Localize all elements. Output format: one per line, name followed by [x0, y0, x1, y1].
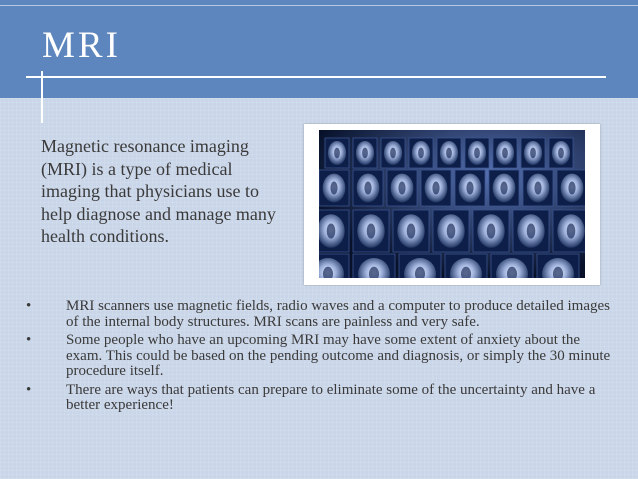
bullet-marker: •	[26, 381, 32, 398]
mri-image-frame	[304, 124, 600, 285]
brain-ventricle	[466, 182, 473, 195]
bullet-list	[26, 299, 620, 417]
mri-scans-illustration	[319, 130, 585, 278]
brain-ventricle	[530, 148, 536, 159]
brain-ventricle	[534, 182, 541, 195]
bullet-text: MRI scanners use magnetic fields, radio waves and a computer to produce detailed images of the internal body structures. MRI scans are painless and very safe.	[66, 298, 610, 330]
brain-ventricle	[364, 182, 371, 195]
bullet-marker: •	[26, 332, 32, 348]
bullet-item	[26, 299, 620, 330]
brain-ventricle	[568, 182, 575, 195]
brain-ventricle	[500, 182, 507, 195]
title-underline	[26, 76, 606, 78]
brain-ventricle	[398, 182, 405, 195]
brain-ventricle	[334, 148, 340, 159]
brain-ventricle	[502, 148, 508, 159]
intro-paragraph: Magnetic resonance imaging (MRI) is a type of medical imaging that physicians use to help diagnose and manage many health conditions.	[41, 136, 276, 246]
brain-ventricle	[362, 148, 368, 159]
bullet-item	[26, 383, 620, 414]
bullet-marker: •	[26, 298, 32, 314]
brain-ventricle	[327, 223, 336, 238]
brain-ventricle	[330, 182, 337, 195]
bullet-text: There are ways that patients can prepare to eliminate some of the uncertainty and have a better experience!	[66, 381, 596, 413]
bullet-text: Some people who have an upcoming MRI may have some extent of anxiety about the exam. This could be based on the pending outcome and diagnosis, or simply the 30 minute procedure itself.	[66, 332, 611, 379]
mri-scans-image	[319, 130, 585, 278]
title-accent-line	[41, 71, 43, 123]
title-bar	[0, 0, 638, 98]
brain-ventricle	[367, 223, 376, 238]
brain-ventricle	[558, 148, 564, 159]
slide-title: MRI	[42, 25, 121, 66]
brain-ventricle	[487, 223, 496, 238]
brain-ventricle	[447, 223, 456, 238]
brain-ventricle	[474, 148, 480, 159]
brain-ventricle	[407, 223, 416, 238]
brain-ventricle	[432, 182, 439, 195]
brain-ventricle	[390, 148, 396, 159]
brain-ventricle	[446, 148, 452, 159]
bullet-item	[26, 333, 620, 380]
header-top-rule	[0, 5, 638, 6]
brain-ventricle	[567, 223, 576, 238]
brain-ventricle	[527, 223, 536, 238]
brain-ventricle	[418, 148, 424, 159]
